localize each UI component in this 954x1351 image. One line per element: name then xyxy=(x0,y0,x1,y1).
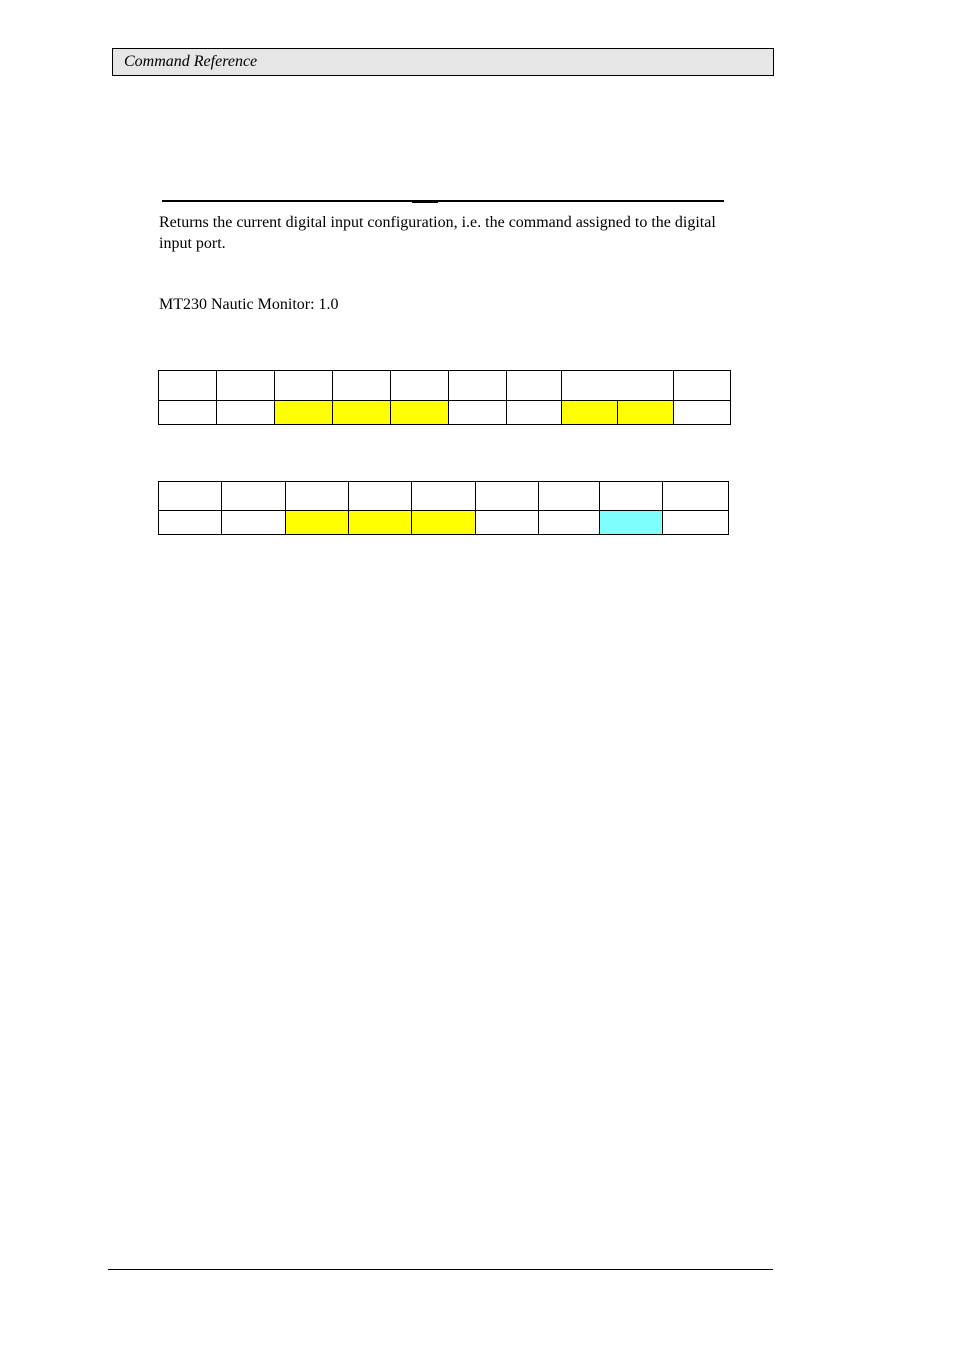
highlighted-cell xyxy=(412,511,476,535)
highlighted-cell xyxy=(618,401,674,425)
table-cell xyxy=(349,482,412,511)
section-divider xyxy=(162,200,724,202)
footer-divider xyxy=(108,1269,773,1270)
table-cell xyxy=(217,401,275,425)
table-cell xyxy=(275,371,333,401)
response-frame-table xyxy=(158,481,729,535)
highlighted-cell xyxy=(286,511,349,535)
table-cell xyxy=(222,482,286,511)
table-cell xyxy=(412,482,476,511)
highlighted-cell xyxy=(349,511,412,535)
table-header-row xyxy=(159,482,729,511)
table-row xyxy=(159,401,731,425)
table-cell xyxy=(159,401,217,425)
table-cell xyxy=(663,511,729,535)
highlighted-cell xyxy=(562,401,618,425)
table-header-row xyxy=(159,371,731,401)
table-cell xyxy=(449,401,507,425)
table-cell xyxy=(391,371,449,401)
command-description: Returns the current digital input configuration, i.e. the command assigned to the digital input port. xyxy=(159,214,716,252)
table-cell xyxy=(476,482,539,511)
table-row xyxy=(159,511,729,535)
highlighted-cell xyxy=(391,401,449,425)
table-cell xyxy=(674,371,731,401)
table-cell xyxy=(539,511,600,535)
request-frame-table xyxy=(158,370,731,425)
table-cell xyxy=(217,371,275,401)
table-cell xyxy=(222,511,286,535)
table-cell xyxy=(286,482,349,511)
table-cell xyxy=(159,511,222,535)
highlighted-cell-cyan xyxy=(600,511,663,535)
table-cell xyxy=(562,371,674,401)
table-cell xyxy=(333,371,391,401)
table-cell xyxy=(159,371,217,401)
table-cell xyxy=(507,371,562,401)
table-cell xyxy=(159,482,222,511)
version-info: MT230 Nautic Monitor: 1.0 xyxy=(159,296,339,313)
table-cell xyxy=(507,401,562,425)
highlighted-cell xyxy=(333,401,391,425)
table-cell xyxy=(449,371,507,401)
table-cell xyxy=(476,511,539,535)
table-cell xyxy=(600,482,663,511)
table-cell xyxy=(674,401,731,425)
table-cell xyxy=(663,482,729,511)
highlighted-cell xyxy=(275,401,333,425)
running-header-title: Command Reference xyxy=(124,53,258,70)
table-cell xyxy=(539,482,600,511)
running-header xyxy=(112,48,774,76)
